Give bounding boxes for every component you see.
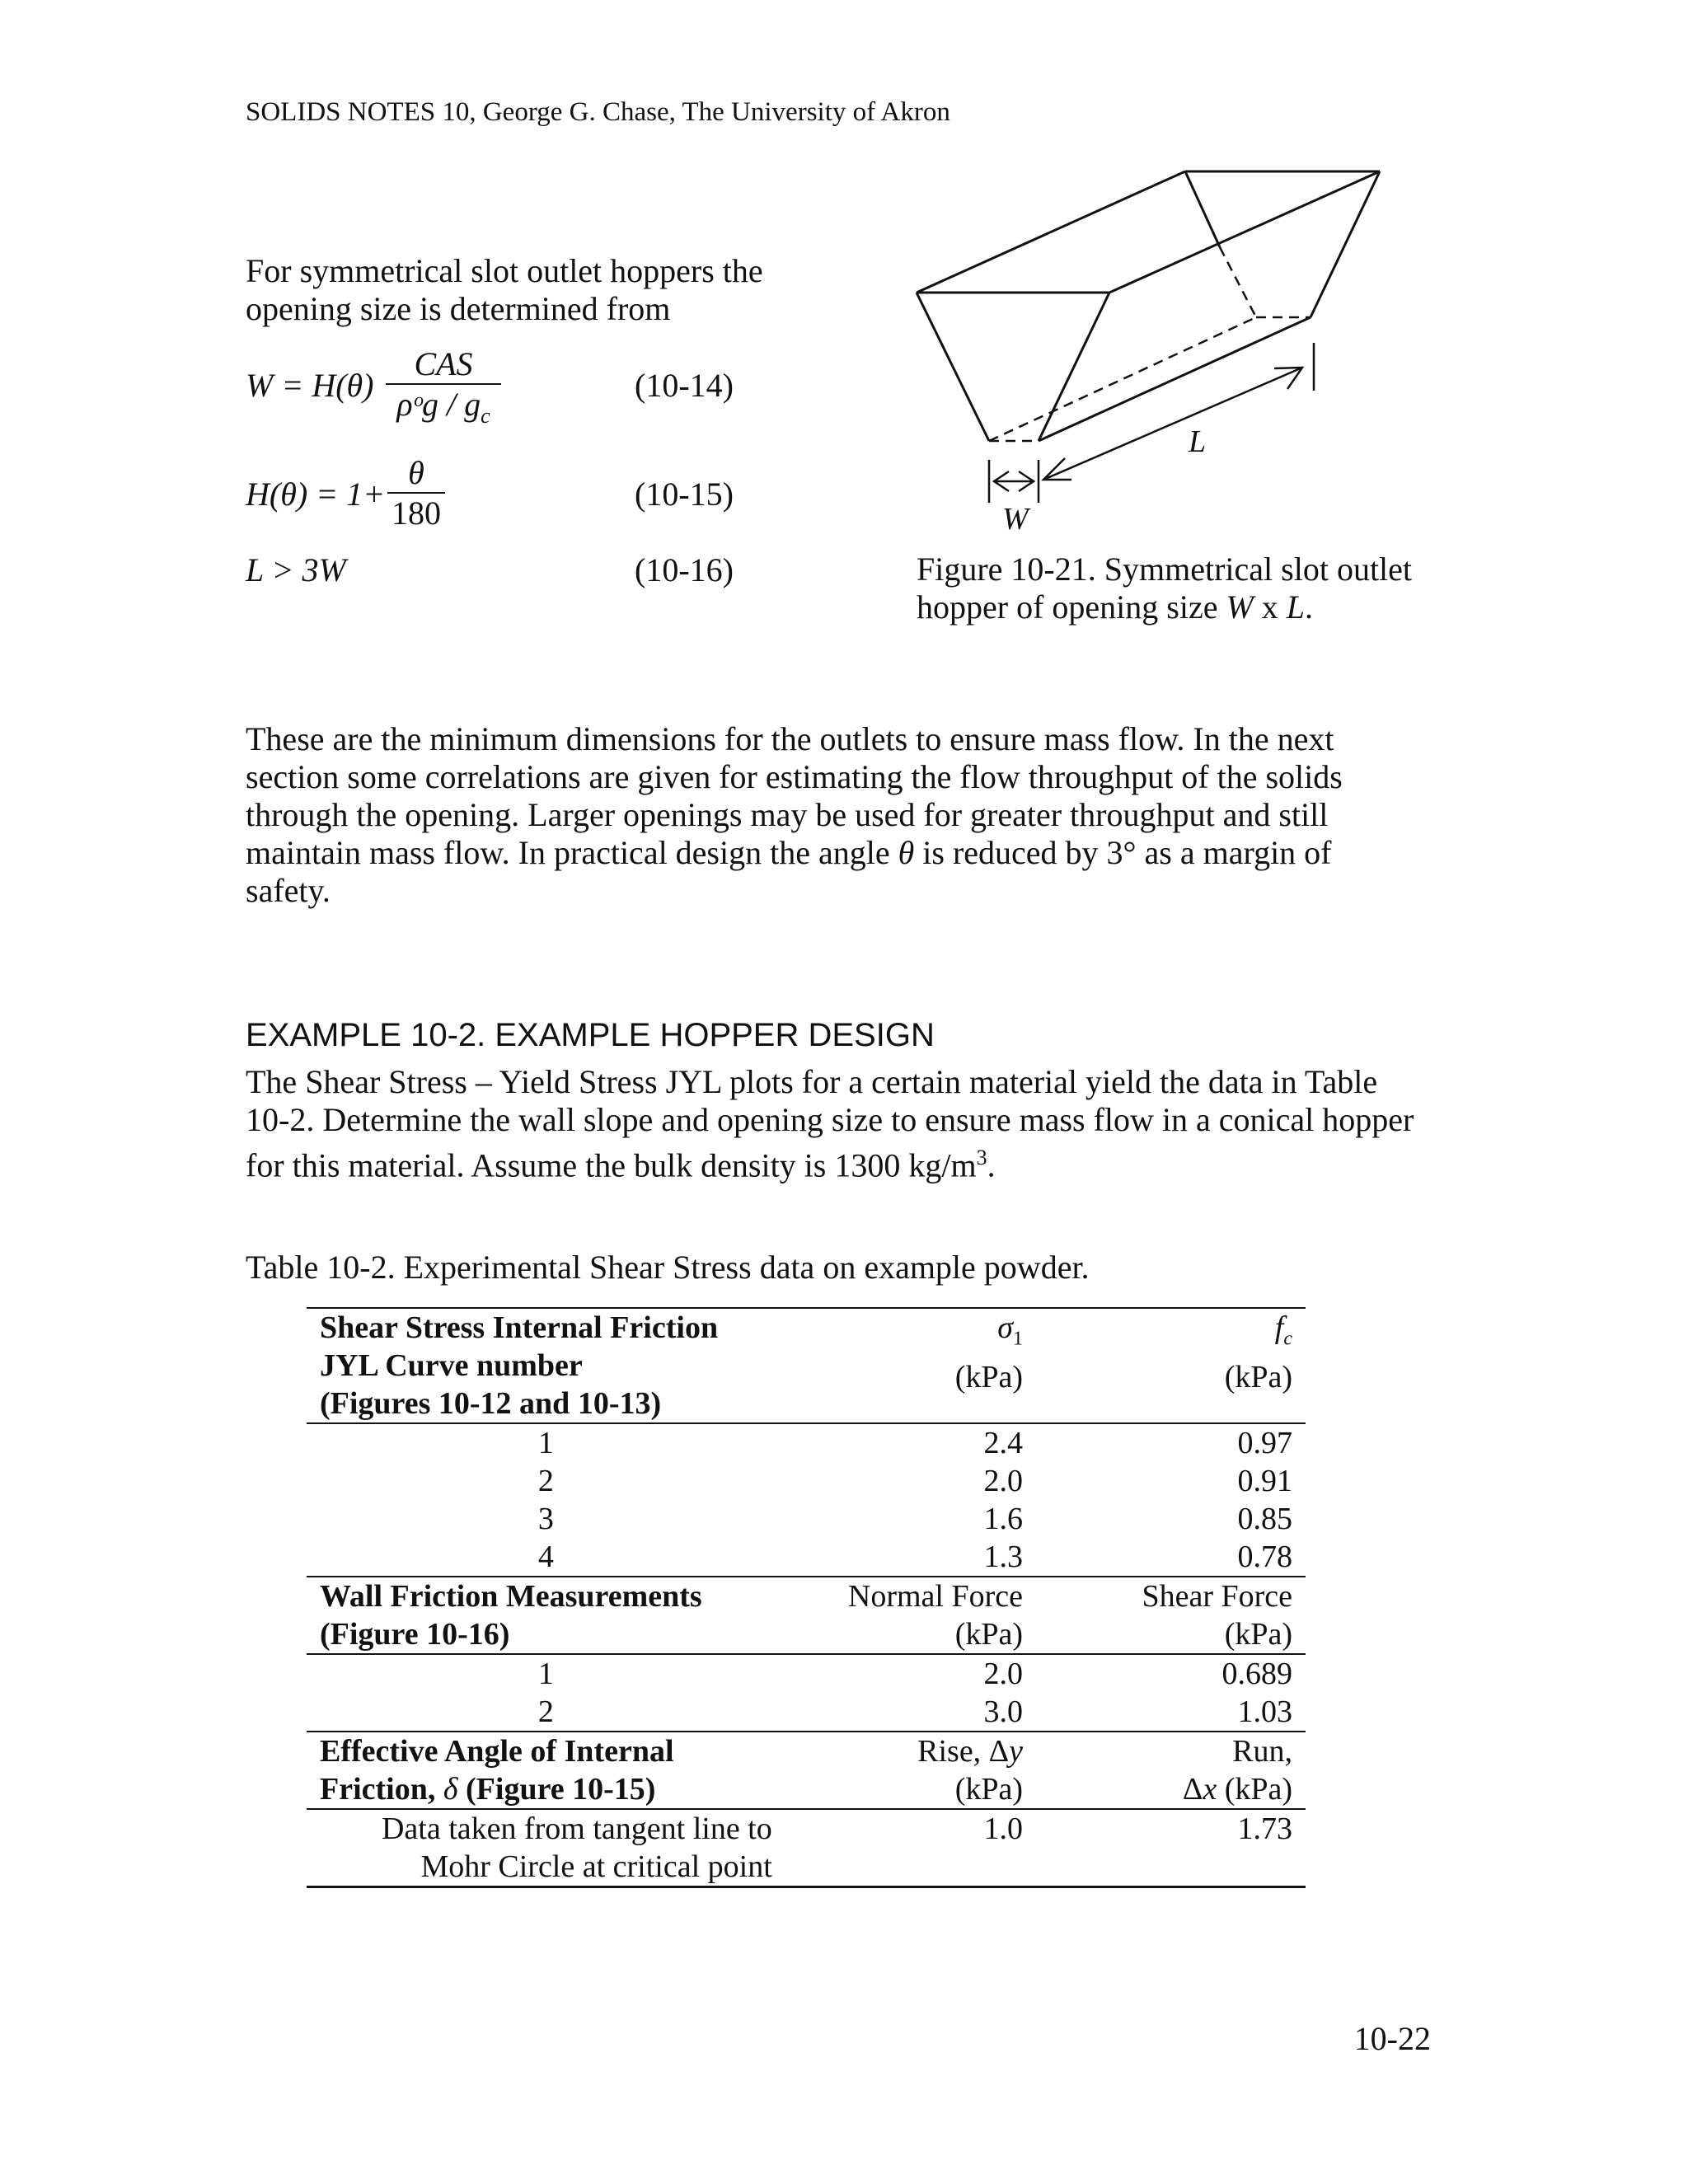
shear-force-label: Shear Force: [1142, 1579, 1292, 1614]
sigma-symbol: [799, 1309, 1023, 1358]
table-row: [307, 1462, 1306, 1500]
body-line-4: [246, 834, 1343, 872]
hopper-top-back-edge: [917, 171, 1185, 293]
intro-text: [246, 252, 763, 328]
fc-value: 0.78: [1237, 1540, 1292, 1574]
section-1-title-line-2: JYL Curve number: [320, 1348, 583, 1383]
section-3-col2-header: [785, 1732, 1036, 1809]
section-1-title-line-3: (Figures 10-12 and 10-13): [320, 1386, 662, 1421]
table-row: [307, 1538, 1306, 1577]
shear-force-value: 0.689: [1036, 1654, 1306, 1693]
hopper-hidden-slot-back: [989, 317, 1256, 441]
rise-text: Rise, Δ: [917, 1734, 1010, 1769]
section-3-title-line-2: [320, 1770, 772, 1808]
jyl-curve-number: 1: [307, 1423, 785, 1462]
caption-W: W: [1226, 588, 1254, 626]
sigma-value: 2.0: [983, 1464, 1023, 1498]
caption-x: x: [1253, 588, 1287, 626]
run-label: Run,: [1232, 1734, 1292, 1769]
example-line-1: The Shear Stress – Yield Stress JYL plots for a certain material yield the data in Table: [246, 1063, 1378, 1100]
sigma-value: 2.4: [785, 1423, 1036, 1462]
body-line-5: safety.: [246, 872, 331, 909]
running-header: SOLIDS NOTES 10, George G. Chase, The University of Akron: [246, 97, 950, 127]
note-line-2: Mohr Circle at critical point: [420, 1849, 772, 1884]
example-heading: EXAMPLE 10-2. EXAMPLE HOPPER DESIGN: [246, 1017, 935, 1053]
jyl-curve-number: 3: [537, 1502, 554, 1536]
fc-unit: (kPa): [1224, 1359, 1292, 1394]
eq15-lhs: [246, 475, 385, 513]
body-line-4-b: is reduced by: [914, 834, 1107, 871]
shear-stress-table: [307, 1307, 1306, 1888]
section-1-title: [307, 1308, 785, 1423]
fc-text: f: [1274, 1310, 1284, 1345]
table-row: [307, 1693, 1306, 1732]
eq14-lhs: W = H(θ): [246, 367, 374, 404]
sigma-value: 1.3: [983, 1540, 1023, 1574]
body-degrees: 3°: [1106, 834, 1137, 871]
body-line-2: section some correlations are given for estimating the flow throughput of the solids: [246, 758, 1343, 795]
eq14-den-sub: c: [481, 404, 490, 428]
eq15-lhs-text: H(θ) = 1+: [246, 476, 386, 513]
figure-label-L: L: [1189, 424, 1207, 459]
eq16-number: (10-16): [635, 551, 734, 588]
rise-value: 1.0: [785, 1809, 1036, 1887]
hopper-left-side: [917, 293, 989, 441]
section-1-col3-header: [1036, 1308, 1306, 1423]
figure-label-W: W: [1002, 502, 1029, 537]
rise-y: y: [1009, 1734, 1023, 1769]
eq15-fraction: [387, 453, 445, 532]
fc-symbol: [1049, 1309, 1292, 1358]
section-3-friction: Friction,: [320, 1772, 443, 1807]
section-2-title-line-2: (Figure 10-16): [320, 1617, 510, 1652]
intro-line-1: For symmetrical slot outlet hoppers the: [246, 252, 763, 289]
section-3-title: [307, 1732, 785, 1809]
sigma-sub: 1: [1013, 1328, 1023, 1350]
delta-symbol: δ: [443, 1772, 458, 1807]
body-line-4-c: as a margin of: [1136, 834, 1332, 871]
jyl-curve-number: 4: [537, 1540, 554, 1574]
caption-period: .: [1305, 588, 1314, 626]
wall-friction-number: 1: [307, 1654, 785, 1693]
run-value: 1.73: [1036, 1809, 1306, 1887]
normal-force-unit: (kPa): [954, 1617, 1023, 1652]
section-3-note: [307, 1809, 785, 1887]
example-line-3: [246, 1139, 1414, 1184]
normal-force-label: Normal Force: [847, 1579, 1023, 1614]
section-2-title: [307, 1577, 785, 1654]
section-3-figure-ref: (Figure 10-15): [457, 1772, 656, 1807]
eq15-numerator: θ: [408, 454, 424, 491]
hopper-back-side-solid: [1185, 171, 1220, 247]
shear-force-value: 1.03: [1237, 1694, 1292, 1729]
table-row: [307, 1500, 1306, 1538]
table-section-2-header: [307, 1577, 1306, 1654]
body-line-3: through the opening. Larger openings may be used for greater throughput and still: [246, 796, 1329, 833]
table-section-3-header: [307, 1732, 1306, 1809]
example-superscript: 3: [976, 1146, 987, 1169]
run-unit: (kPa): [1217, 1772, 1292, 1807]
body-line-1: These are the minimum dimensions for the outlets to ensure mass flow. In the next: [246, 720, 1334, 757]
table-row: [307, 1809, 1306, 1887]
sigma-text: σ: [997, 1310, 1013, 1345]
eq14-denominator: [386, 385, 501, 429]
body-line-4-a: maintain mass flow. In practical design the angle: [246, 834, 898, 871]
jyl-curve-number: 2: [537, 1464, 554, 1498]
section-3-col3-header: [1036, 1732, 1306, 1809]
sigma-value: 1.6: [983, 1502, 1023, 1536]
slot-hopper-figure: [907, 157, 1401, 544]
body-theta: θ: [898, 834, 915, 871]
hopper-front-side: [1039, 293, 1109, 441]
table-section-1-header: [307, 1308, 1306, 1423]
table-caption: Table 10-2. Experimental Shear Stress data on example powder.: [246, 1249, 1090, 1286]
body-paragraph: [246, 720, 1343, 910]
section-1-title-line-1: Shear Stress Internal Friction: [320, 1310, 719, 1345]
hopper-right-side: [1311, 171, 1380, 317]
hopper-top-far-edge: [1109, 171, 1380, 293]
eq15-denominator: 180: [392, 494, 441, 532]
intro-line-2: opening size is determined from: [246, 290, 671, 327]
eq14-fraction: [386, 344, 501, 429]
dimension-L-line: [1043, 368, 1302, 480]
section-2-col3-header: [1036, 1577, 1306, 1654]
example-line-3-a: for this material. Assume the bulk density is 1300 kg/m: [246, 1146, 977, 1184]
eq16-lhs: L > 3W: [246, 551, 346, 588]
fc-value: 0.85: [1237, 1502, 1292, 1536]
caption-text: hopper of opening size: [917, 588, 1226, 626]
normal-force-value: 2.0: [785, 1654, 1036, 1693]
figure-caption: [917, 551, 1444, 626]
table-row: [307, 1423, 1306, 1462]
section-2-col2-header: [785, 1577, 1036, 1654]
figure-caption-line-2: [917, 588, 1444, 626]
example-line-2: 10-2. Determine the wall slope and opening size to ensure mass flow in a conical hopper: [246, 1101, 1414, 1138]
run-x: x: [1203, 1772, 1217, 1807]
section-2-title-line-1: Wall Friction Measurements: [320, 1579, 702, 1614]
fc-value: 0.97: [1036, 1423, 1306, 1462]
shear-force-unit: (kPa): [1224, 1617, 1292, 1652]
eq14-number: (10-14): [635, 367, 734, 404]
eq14-numerator: CAS: [414, 345, 473, 382]
fc-sub: c: [1283, 1328, 1292, 1350]
section-3-title-line-1: Effective Angle of Internal: [320, 1734, 674, 1769]
wall-friction-number: 2: [537, 1694, 554, 1729]
section-1-col2-header: [785, 1308, 1036, 1423]
figure-caption-line-1: Figure 10-21. Symmetrical slot outlet: [917, 551, 1413, 588]
run-unit-line: [1049, 1770, 1292, 1808]
example-paragraph: [246, 1063, 1414, 1184]
note-line-1: Data taken from tangent line to: [381, 1811, 772, 1846]
rise-label: [799, 1732, 1023, 1770]
normal-force-value: 3.0: [983, 1694, 1023, 1729]
rise-unit: (kPa): [954, 1772, 1023, 1807]
eq15-number: (10-15): [635, 476, 734, 513]
eq14-den-text: ρᵒg / g: [396, 386, 481, 423]
hopper-hidden-back-edge: [1220, 247, 1256, 317]
page-number: 10-22: [1353, 2020, 1431, 2057]
sigma-unit: (kPa): [954, 1359, 1023, 1394]
example-line-3-b: .: [987, 1146, 996, 1184]
fc-value: 0.91: [1237, 1464, 1292, 1498]
run-delta: Δ: [1182, 1772, 1203, 1807]
caption-L: L: [1286, 588, 1306, 626]
table-row: [307, 1654, 1306, 1693]
